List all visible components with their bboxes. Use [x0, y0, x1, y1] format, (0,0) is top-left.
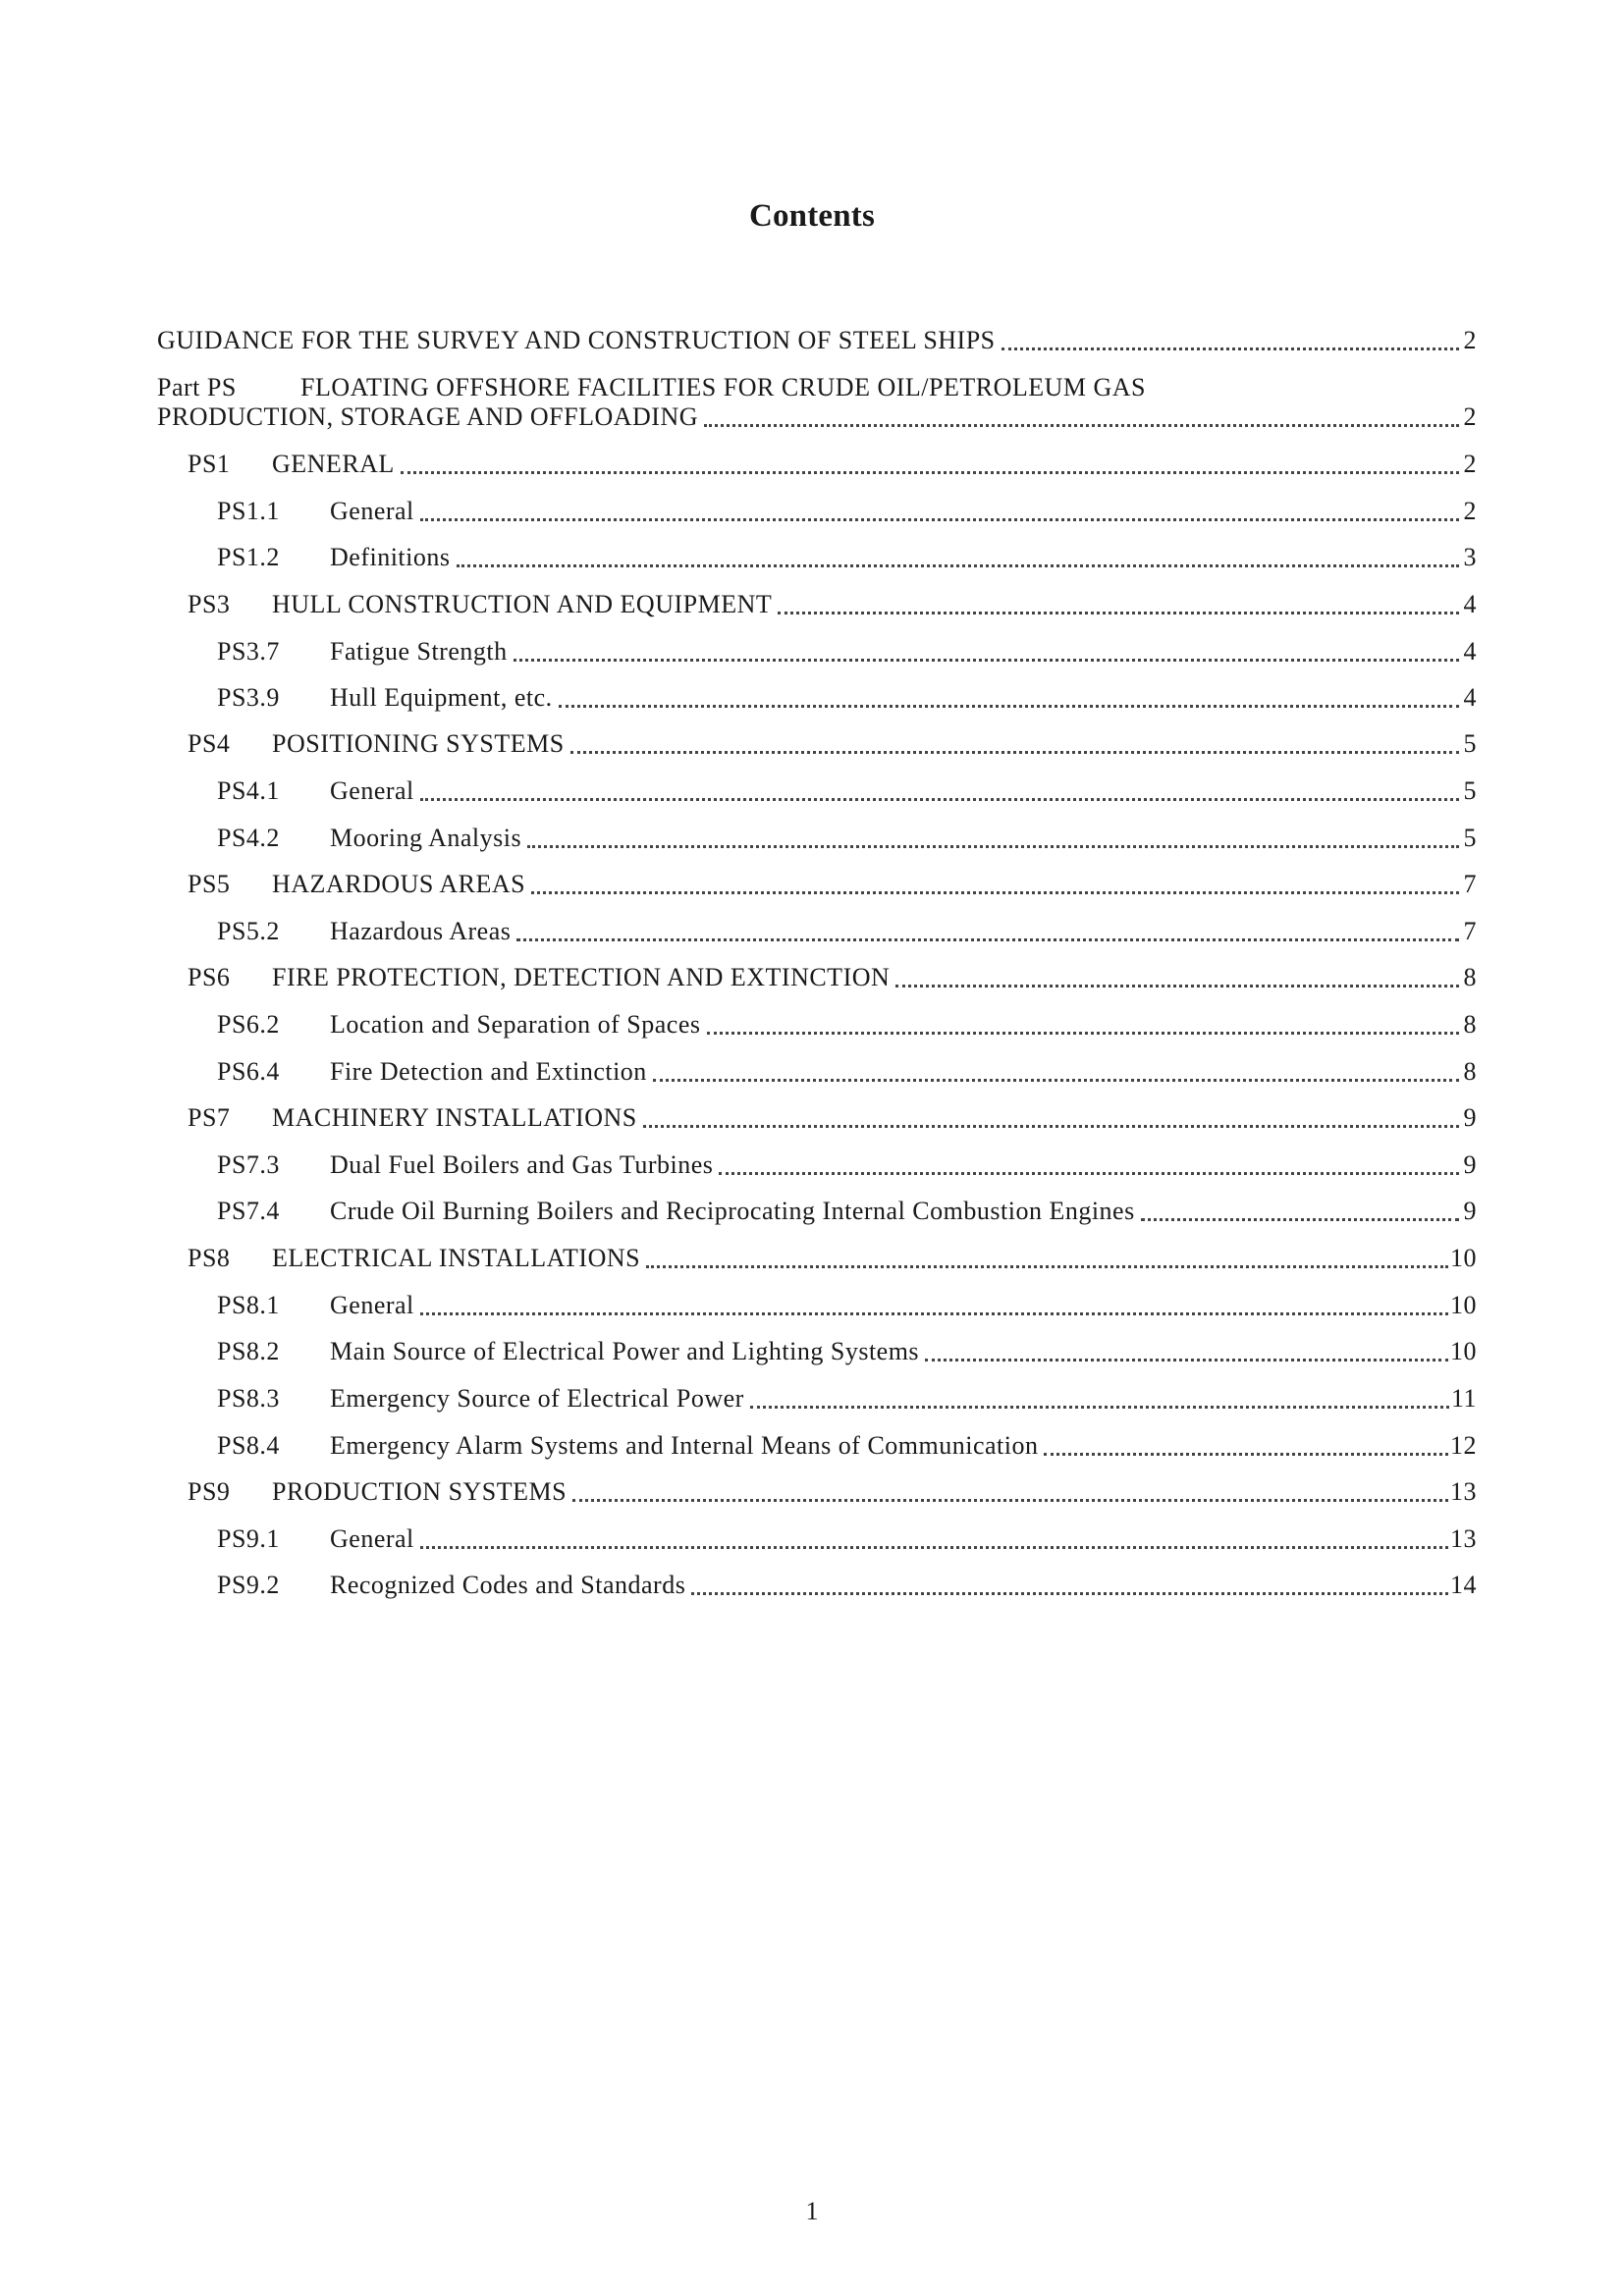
toc-entry-title: Definitions: [330, 543, 451, 571]
toc-entry-title: Crude Oil Burning Boilers and Reciprocating Internal Combustion Engines: [330, 1197, 1135, 1225]
toc-entry-number: PS7.4: [217, 1197, 280, 1225]
dot-leader: [514, 659, 1459, 662]
dot-leader: [572, 1499, 1448, 1502]
toc-entry[interactable]: [217, 635, 1477, 668]
toc-entry-page: 14: [1450, 1571, 1477, 1599]
dot-leader: [1044, 1453, 1448, 1456]
toc-entry-page: 8: [1463, 1010, 1477, 1039]
toc-entry[interactable]: [188, 1101, 1477, 1135]
toc-entry[interactable]: [188, 868, 1477, 901]
toc-entry-page: 8: [1463, 1057, 1477, 1086]
dot-leader: [646, 1265, 1448, 1268]
toc-entry-number: PS9.1: [217, 1524, 280, 1553]
toc-entry-number: PS4: [188, 729, 231, 758]
toc-entry-page: 5: [1463, 776, 1477, 805]
toc-entry[interactable]: [217, 1522, 1477, 1556]
toc-entry-page: 2: [1463, 326, 1477, 354]
toc-entry-title: POSITIONING SYSTEMS: [272, 729, 565, 758]
toc-entry-number: PS1.1: [217, 497, 280, 525]
toc-entry-number: PS8.1: [217, 1291, 280, 1319]
toc-entry-number: PS5.2: [217, 917, 280, 945]
dot-leader: [420, 1546, 1448, 1549]
toc-entry-number: PS5: [188, 870, 231, 898]
dot-leader: [750, 1406, 1449, 1409]
toc-entry-title: Hazardous Areas: [330, 917, 512, 945]
toc-entry-title: Mooring Analysis: [330, 824, 522, 852]
toc-entry-page: 11: [1450, 1384, 1477, 1413]
toc-entry-number: PS8.2: [217, 1337, 280, 1365]
toc-entry[interactable]: [217, 541, 1477, 574]
toc-entry-number: PS1.2: [217, 543, 280, 571]
dot-leader: [570, 751, 1459, 754]
toc-entry-number: PS6: [188, 963, 231, 991]
toc-entry[interactable]: [217, 1289, 1477, 1322]
toc-entry[interactable]: [217, 1148, 1477, 1182]
toc-entry[interactable]: [217, 915, 1477, 948]
toc-entry-page: 8: [1463, 963, 1477, 991]
toc-entry-page: 10: [1450, 1337, 1477, 1365]
toc-entry-number: PS9: [188, 1477, 231, 1506]
dot-leader: [1141, 1218, 1459, 1221]
toc-entry[interactable]: [188, 727, 1477, 761]
toc-entry-title: HAZARDOUS AREAS: [272, 870, 526, 898]
toc-entry[interactable]: [188, 588, 1477, 621]
dot-leader: [420, 798, 1459, 801]
toc-entry[interactable]: [217, 1429, 1477, 1463]
toc-entry-number: PS8: [188, 1244, 231, 1272]
dot-leader: [707, 1032, 1460, 1035]
toc-entry[interactable]: [217, 495, 1477, 528]
toc-entry-number: PS1: [188, 450, 231, 478]
toc-entry-number: PS6.2: [217, 1010, 280, 1039]
toc-entry-page: 10: [1450, 1291, 1477, 1319]
toc-entry[interactable]: [217, 774, 1477, 808]
toc-entry-title: Hull Equipment, etc.: [330, 683, 553, 712]
dot-leader: [420, 518, 1459, 521]
dot-leader: [778, 612, 1459, 614]
toc-entry[interactable]: [217, 1055, 1477, 1089]
toc-entry-title: FLOATING OFFSHORE FACILITIES FOR CRUDE OIL/PETROLEUM GAS: [300, 373, 1147, 401]
toc-entry-page: 5: [1463, 824, 1477, 852]
toc-entry[interactable]: [217, 1335, 1477, 1368]
dot-leader: [401, 471, 1459, 474]
toc-entry-page: 4: [1463, 637, 1477, 666]
toc-entry-title: Emergency Source of Electrical Power: [330, 1384, 744, 1413]
toc-entry-page: 13: [1450, 1477, 1477, 1506]
toc-entry-page: 9: [1463, 1197, 1477, 1225]
toc-entry-title: GUIDANCE FOR THE SURVEY AND CONSTRUCTION OF STEEL SHIPS: [157, 326, 996, 354]
page-number: 1: [805, 2197, 819, 2225]
toc-entry-title: General: [330, 1524, 414, 1553]
toc-entry-title: Main Source of Electrical Power and Lighting Systems: [330, 1337, 920, 1365]
toc-entry-title: ELECTRICAL INSTALLATIONS: [272, 1244, 641, 1272]
dot-leader: [719, 1172, 1459, 1175]
dot-leader: [1001, 347, 1459, 350]
toc-entry-part-line1[interactable]: [157, 371, 1477, 404]
toc-entry[interactable]: [188, 961, 1477, 994]
toc-entry[interactable]: [217, 1008, 1477, 1041]
toc-entry-page: 10: [1450, 1244, 1477, 1272]
dot-leader: [895, 985, 1459, 988]
dot-leader: [691, 1592, 1448, 1595]
toc-entry-title: Fire Detection and Extinction: [330, 1057, 647, 1086]
toc-entry-page: 12: [1450, 1431, 1477, 1460]
toc-entry-title: Emergency Alarm Systems and Internal Means of Communication: [330, 1431, 1039, 1460]
toc-entry-title: Recognized Codes and Standards: [330, 1571, 686, 1599]
dot-leader: [653, 1079, 1459, 1082]
toc-entry-title: PRODUCTION, STORAGE AND OFFLOADING: [157, 402, 699, 431]
toc-entry-number: PS3: [188, 590, 231, 618]
toc-entry-number: PS3.9: [217, 683, 280, 712]
toc-entry[interactable]: [217, 1382, 1477, 1415]
toc-entry[interactable]: [188, 1475, 1477, 1509]
toc-entry[interactable]: [217, 1569, 1477, 1602]
toc-entry-title: General: [330, 497, 414, 525]
toc-entry-number: PS7: [188, 1103, 231, 1132]
dot-leader: [704, 424, 1459, 427]
toc-entry-page: 13: [1450, 1524, 1477, 1553]
dot-leader: [925, 1359, 1448, 1362]
toc-entry-part-line2[interactable]: [157, 400, 1477, 434]
toc-entry-page: 2: [1463, 497, 1477, 525]
toc-entry-title: Location and Separation of Spaces: [330, 1010, 701, 1039]
dot-leader: [531, 891, 1459, 894]
toc-entry[interactable]: [217, 822, 1477, 855]
toc-entry-number: PS8.4: [217, 1431, 280, 1460]
dot-leader: [457, 564, 1460, 567]
toc-entry-number: PS6.4: [217, 1057, 280, 1086]
toc-entry-page: 3: [1463, 543, 1477, 571]
dot-leader: [527, 845, 1459, 848]
dot-leader: [559, 705, 1459, 708]
toc-entry-title: General: [330, 1291, 414, 1319]
toc-entry-guidance[interactable]: [157, 324, 1477, 357]
toc-entry-title: General: [330, 776, 414, 805]
page-title: Contents: [748, 198, 876, 234]
toc-entry-page: 4: [1463, 590, 1477, 618]
toc-entry[interactable]: [188, 1242, 1477, 1275]
toc-entry-page: 9: [1463, 1150, 1477, 1179]
dot-leader: [516, 938, 1459, 941]
toc-entry-number: PS4.1: [217, 776, 280, 805]
toc-entry-page: 7: [1463, 870, 1477, 898]
toc-entry-page: 2: [1463, 402, 1477, 431]
toc-entry-page: 5: [1463, 729, 1477, 758]
toc-entry-title: HULL CONSTRUCTION AND EQUIPMENT: [272, 590, 773, 618]
toc-entry-title: Fatigue Strength: [330, 637, 508, 666]
dot-leader: [420, 1312, 1448, 1315]
toc-entry-page: 2: [1463, 450, 1477, 478]
toc-entry-number: PS3.7: [217, 637, 280, 666]
toc-entry-title: Dual Fuel Boilers and Gas Turbines: [330, 1150, 714, 1179]
toc-entry-number: Part PS: [157, 373, 237, 401]
toc-entry-number: PS9.2: [217, 1571, 280, 1599]
toc-entry[interactable]: [217, 681, 1477, 715]
toc-entry[interactable]: [217, 1195, 1477, 1228]
toc-entry-number: PS7.3: [217, 1150, 280, 1179]
toc-entry-page: 7: [1463, 917, 1477, 945]
toc-entry-page: 4: [1463, 683, 1477, 712]
toc-entry-title: PRODUCTION SYSTEMS: [272, 1477, 568, 1506]
toc-entry-title: GENERAL: [272, 450, 395, 478]
toc-entry-title: MACHINERY INSTALLATIONS: [272, 1103, 637, 1132]
toc-entry-number: PS4.2: [217, 824, 280, 852]
toc-entry-title: FIRE PROTECTION, DETECTION AND EXTINCTION: [272, 963, 891, 991]
toc-entry[interactable]: [188, 448, 1477, 481]
toc-entry-number: PS8.3: [217, 1384, 280, 1413]
dot-leader: [643, 1125, 1459, 1128]
toc-entry-page: 9: [1463, 1103, 1477, 1132]
